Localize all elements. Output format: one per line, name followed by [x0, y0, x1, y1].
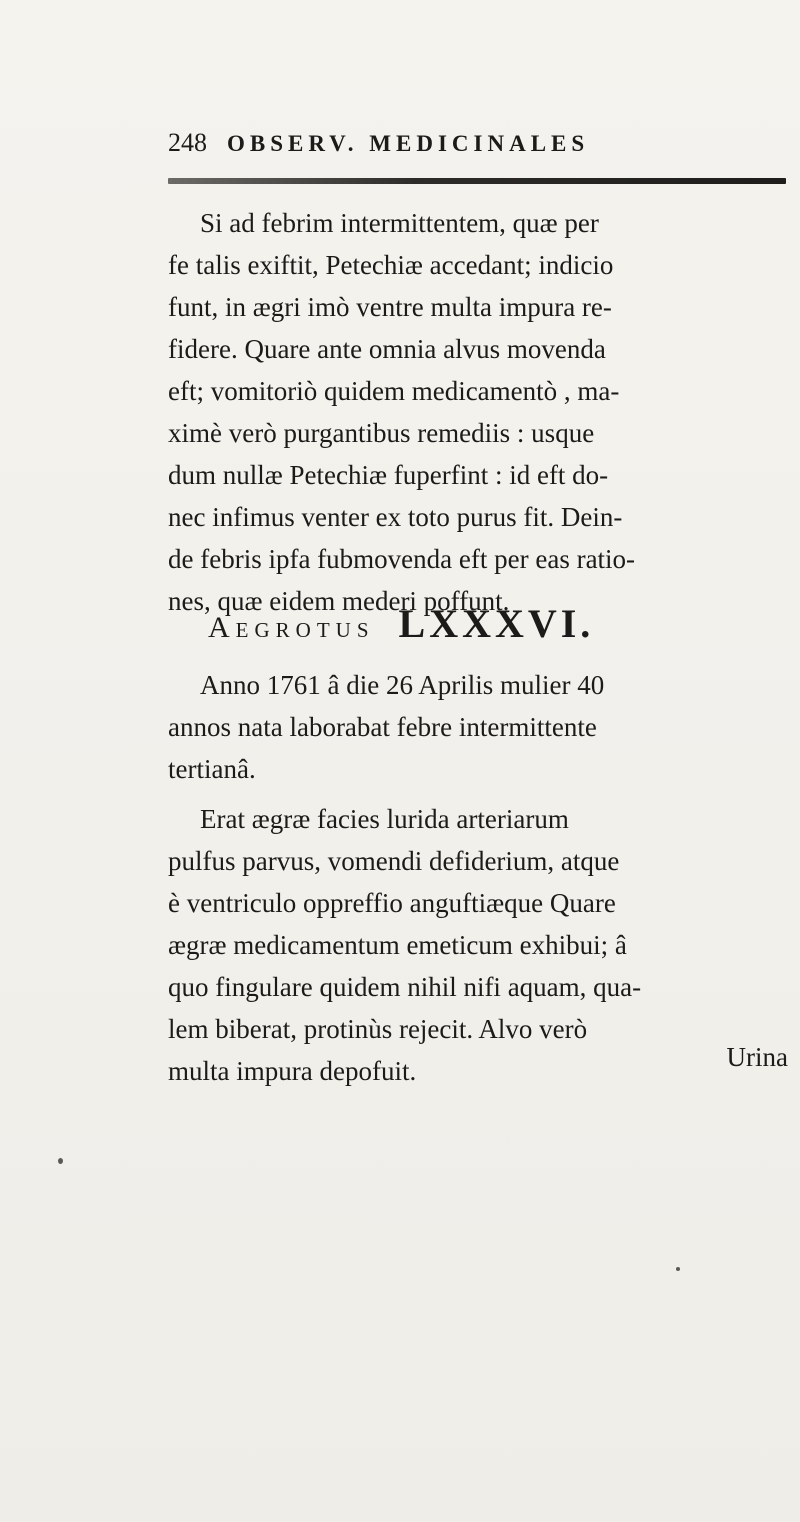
text-line: è ventriculo oppreffio anguftiæque Quare [168, 888, 616, 918]
text-line: fidere. Quare ante omnia alvus movenda [168, 334, 606, 364]
catchword: Urina [726, 1042, 788, 1072]
paragraph-case-intro [168, 664, 790, 790]
running-title: OBSERV. MEDICINALES [227, 131, 590, 156]
heading-word: Aegrotus [208, 611, 375, 644]
ink-speck [58, 1158, 63, 1164]
text-line: ægræ medicamentum emeticum exhibui; â [168, 930, 627, 960]
paragraph-case-description [168, 798, 790, 1092]
text-line: annos nata laborabat febre intermittente [168, 712, 597, 742]
text-line: tertianâ. [168, 754, 256, 784]
text-line: nec infimus venter ex toto purus fit. Dein- [168, 502, 623, 532]
text-line: de febris ipfa fubmovenda eft per eas ratio- [168, 544, 636, 574]
text-line: multa impura depofuit. [168, 1056, 417, 1086]
text-line: pulfus parvus, vomendi defiderium, atque [168, 846, 620, 876]
text-line: Erat ægræ facies lurida arteriarum [200, 804, 569, 834]
text-line: fe talis exiftit, Petechiæ accedant; indicio [168, 250, 614, 280]
header-rule [168, 178, 786, 184]
text-line: Anno 1761 â die 26 Aprilis mulier 40 [200, 670, 605, 700]
page-header [168, 128, 589, 158]
text-line: nes, quæ eidem mederi poffunt. [168, 586, 510, 616]
text-line: funt, in ægri imò ventre multa impura re- [168, 292, 612, 322]
heading-numeral: LXXXVI. [398, 601, 595, 646]
case-heading [208, 600, 594, 647]
text-line: lem biberat, protinùs rejecit. Alvo verò [168, 1014, 588, 1044]
text-line: eft; vomitoriò quidem medicamentò , ma- [168, 376, 620, 406]
text-line: dum nullæ Petechiæ fuperfint : id eft do- [168, 460, 609, 490]
text-line: quo fingulare quidem nihil nifi aquam, qua- [168, 972, 642, 1002]
ink-speck [676, 1267, 680, 1271]
paragraph-petechiae [168, 202, 790, 622]
text-line: ximè verò purgantibus remediis : usque [168, 418, 595, 448]
text-line: Si ad febrim intermittentem, quæ per [200, 208, 599, 238]
page-number: 248 [168, 128, 207, 157]
